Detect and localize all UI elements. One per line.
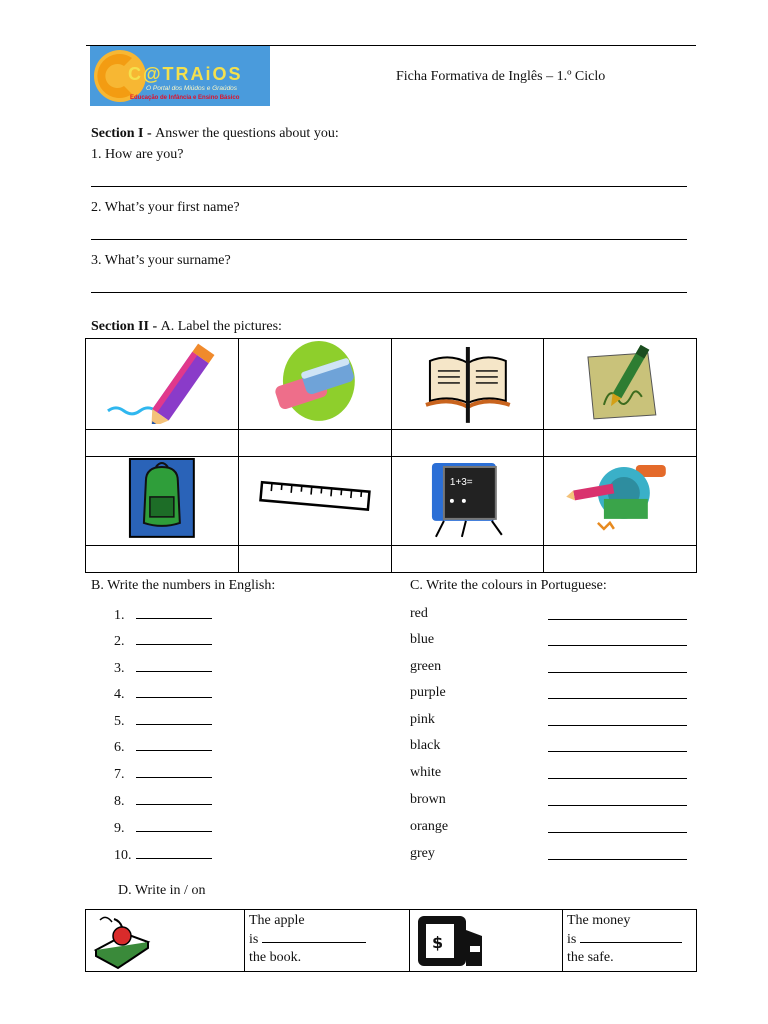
number-label: 4. <box>114 687 125 702</box>
sentence-apple-line1: The apple <box>249 913 305 928</box>
backpack-icon <box>86 457 238 540</box>
number-label: 7. <box>114 767 125 782</box>
sentence-money-line2: is <box>567 930 692 949</box>
colour-blank[interactable] <box>548 698 687 699</box>
number-blank[interactable] <box>136 765 212 778</box>
sentence-money-line3: the safe. <box>567 950 614 965</box>
svg-text:1+3=: 1+3= <box>449 476 473 488</box>
colour-blank[interactable] <box>548 778 687 779</box>
pencil-icon <box>86 339 238 424</box>
picture-cell <box>544 456 697 545</box>
number-blank[interactable] <box>136 738 212 751</box>
number-label: 9. <box>114 821 125 836</box>
number-blank[interactable] <box>136 632 212 645</box>
colour-blank[interactable] <box>548 619 687 620</box>
colour-blank[interactable] <box>548 859 687 860</box>
apple-answer-blank[interactable] <box>262 930 366 943</box>
money-answer-blank[interactable] <box>580 930 682 943</box>
picture-cell <box>391 456 544 545</box>
sentence-money-line1: The money <box>567 913 631 928</box>
colour-blank[interactable] <box>548 725 687 726</box>
section1-heading: Section I - <box>91 126 156 141</box>
picture-cell <box>544 339 697 430</box>
number-row <box>114 632 212 650</box>
picture-cell <box>391 339 544 430</box>
blackboard-icon <box>392 457 544 540</box>
section2-instruction: A. Label the pictures: <box>160 319 282 334</box>
answer-line-2[interactable] <box>91 239 687 240</box>
question-3: 3. What’s your surname? <box>91 253 231 268</box>
section1-header <box>91 126 339 142</box>
number-label: 8. <box>114 794 125 809</box>
number-blank[interactable] <box>136 685 212 698</box>
sentence-apple-line3: the book. <box>249 950 302 965</box>
question-1: 1. How are you? <box>91 147 184 162</box>
colour-word: blue <box>410 632 435 647</box>
colour-blank[interactable] <box>548 832 687 833</box>
colour-word: pink <box>410 712 435 727</box>
label-cell[interactable] <box>544 545 697 572</box>
pen-icon <box>544 339 696 424</box>
number-row <box>114 792 212 810</box>
number-label: 2. <box>114 634 125 649</box>
number-label: 5. <box>114 714 125 729</box>
picture-cell <box>238 456 391 545</box>
inon-table <box>85 909 697 972</box>
eraser-icon <box>239 339 391 424</box>
label-cell[interactable] <box>86 545 239 572</box>
apple-picture-cell <box>86 910 245 972</box>
section1-instruction: Answer the questions about you: <box>155 126 339 141</box>
label-cell[interactable] <box>544 429 697 456</box>
number-label: 10. <box>114 848 132 863</box>
sentence-apple-line2: is <box>249 930 405 949</box>
number-row <box>114 606 212 624</box>
label-cell[interactable] <box>391 545 544 572</box>
number-row <box>114 846 212 864</box>
safe-picture-cell <box>410 910 563 972</box>
colour-word: red <box>410 606 428 621</box>
safe-icon <box>410 910 562 971</box>
colour-word: grey <box>410 846 435 861</box>
page-title: Ficha Formativa de Inglês – 1.º Ciclo <box>396 69 606 84</box>
svg-text:Educação de Infância e Ensino: Educação de Infância e Ensino Básico <box>130 95 240 101</box>
picture-cell <box>86 339 239 430</box>
colour-word: orange <box>410 819 449 834</box>
svg-text:O Portal dos Miúdos e Graúdos: O Portal dos Miúdos e Graúdos <box>146 85 238 92</box>
number-row <box>114 765 212 783</box>
number-blank[interactable] <box>136 659 212 672</box>
label-cell[interactable] <box>86 429 239 456</box>
picture-cell <box>238 339 391 430</box>
number-blank[interactable] <box>136 846 212 859</box>
section2-heading: Section II - <box>91 319 161 334</box>
apple-book-icon <box>86 910 244 971</box>
picture-grid <box>85 338 697 573</box>
section2-header <box>91 319 282 335</box>
ruler-icon <box>239 457 391 540</box>
number-blank[interactable] <box>136 606 212 619</box>
answer-line-3[interactable] <box>91 292 687 293</box>
colour-word: green <box>410 659 442 674</box>
svg-text:$: $ <box>432 933 444 952</box>
colour-blank[interactable] <box>548 672 687 673</box>
sharpener-icon <box>544 457 696 540</box>
colour-blank[interactable] <box>548 805 687 806</box>
picture-cell <box>86 456 239 545</box>
label-cell[interactable] <box>238 429 391 456</box>
number-label: 6. <box>114 740 125 755</box>
number-row <box>114 738 212 756</box>
book-icon <box>392 339 544 424</box>
number-label: 1. <box>114 608 125 623</box>
number-row <box>114 659 212 677</box>
svg-text:C@TRAiOS: C@TRAiOS <box>128 64 243 84</box>
sentence-money <box>563 910 697 972</box>
colour-word: black <box>410 738 441 753</box>
colour-word: brown <box>410 792 446 807</box>
colour-blank[interactable] <box>548 751 687 752</box>
number-row <box>114 712 212 730</box>
number-row <box>114 819 212 837</box>
number-blank[interactable] <box>136 819 212 832</box>
number-row <box>114 685 212 703</box>
answer-line-1[interactable] <box>91 186 687 187</box>
colour-blank[interactable] <box>548 645 687 646</box>
label-cell[interactable] <box>391 429 544 456</box>
colour-word: white <box>410 765 442 780</box>
colour-word: purple <box>410 685 446 700</box>
catraios-logo <box>90 46 270 106</box>
number-blank[interactable] <box>136 712 212 725</box>
number-label: 3. <box>114 661 125 676</box>
sentence-apple <box>245 910 410 972</box>
question-2: 2. What’s your first name? <box>91 200 240 215</box>
inon-heading: D. Write in / on <box>118 883 206 898</box>
number-blank[interactable] <box>136 792 212 805</box>
label-cell[interactable] <box>238 545 391 572</box>
colours-heading: C. Write the colours in Portuguese: <box>410 578 607 593</box>
numbers-heading: B. Write the numbers in English: <box>91 578 276 593</box>
